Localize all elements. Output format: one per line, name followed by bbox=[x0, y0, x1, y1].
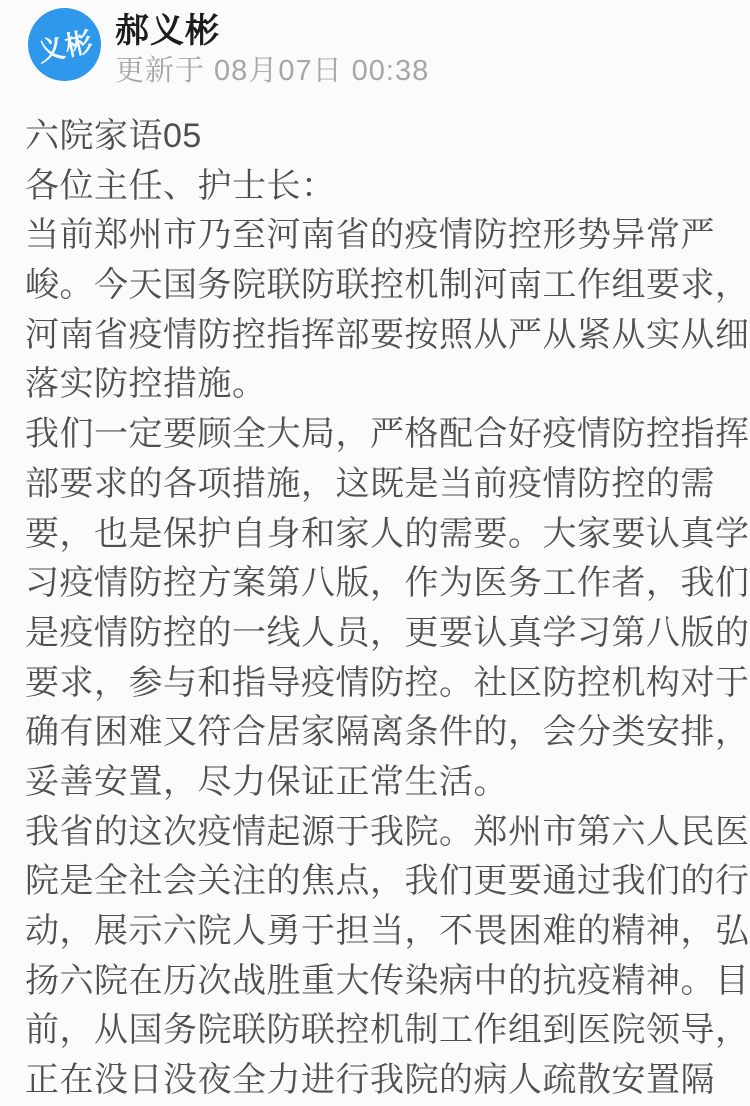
text-line: 正在没日没夜全力进行我院的病人疏散安置隔 bbox=[25, 1061, 715, 1100]
text-line: 是疫情防控的一线人员，更要认真学习第八版的 bbox=[25, 613, 750, 652]
text-line: 动，展示六院人勇于担当，不畏困难的精神，弘 bbox=[25, 912, 750, 950]
text-line: 我们一定要顾全大局，严格配合好疫情防控指挥 bbox=[25, 415, 750, 454]
text-line: 习疫情防控方案第八版，作为医务工作者，我们 bbox=[25, 564, 750, 603]
text-line: 各位主任、护士长： bbox=[25, 166, 336, 205]
text-line: 当前郑州市乃至河南省的疫情防控形势异常严 bbox=[25, 216, 715, 255]
avatar[interactable] bbox=[28, 8, 101, 81]
text-line: 扬六院在历次战胜重大传染病中的抗疫精神。目 bbox=[25, 961, 750, 1000]
text-line: 确有困难又符合居家隔离条件的，会分类安排， bbox=[25, 713, 750, 752]
post-header bbox=[28, 8, 730, 88]
update-timestamp: 更新于 08月07日 00:38 bbox=[115, 55, 430, 87]
text-line: 要求，参与和指导疫情防控。社区防控机构对于 bbox=[25, 663, 750, 702]
user-name[interactable]: 郝义彬 bbox=[115, 12, 220, 50]
post-body bbox=[25, 112, 750, 1106]
text-line: 前，从国务院联防联控机制工作组到医院领导， bbox=[25, 1011, 750, 1050]
text-line: 峻。今天国务院联防联控机制河南工作组要求， bbox=[25, 266, 750, 305]
avatar-initials: 义彬 bbox=[34, 26, 96, 68]
text-line: 六院家语05 bbox=[25, 117, 202, 155]
text-line: 河南省疫情防控指挥部要按照从严从紧从实从细 bbox=[25, 315, 750, 354]
text-line: 院是全社会关注的焦点，我们更要通过我们的行 bbox=[25, 862, 750, 901]
text-line: 落实防控措施。 bbox=[25, 365, 267, 404]
text-line: 要，也是保护自身和家人的需要。大家要认真学 bbox=[25, 514, 750, 553]
text-line: 部要求的各项措施，这既是当前疫情防控的需 bbox=[25, 464, 715, 503]
text-line: 妥善安置，尽力保证正常生活。 bbox=[25, 762, 508, 801]
header-texts bbox=[115, 8, 429, 88]
text-line: 我省的这次疫情起源于我院。郑州市第六人民医 bbox=[25, 812, 750, 851]
